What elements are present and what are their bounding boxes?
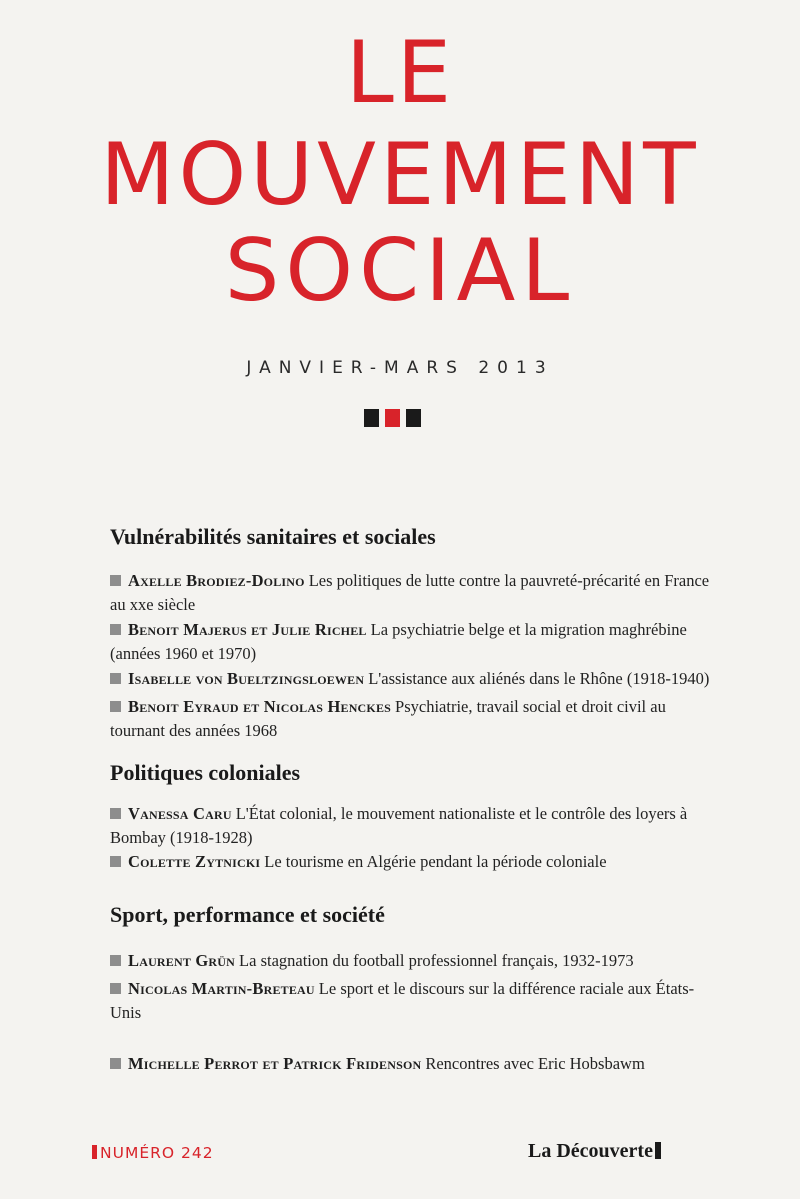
entry-title: Les politiques de lutte contre la pauvreté-précarité en France au xxe siècle xyxy=(110,571,710,614)
square-bullet-icon xyxy=(110,808,121,819)
section-heading-sport: Sport, performance et société xyxy=(110,902,385,927)
entry-author: Vanessa Caru xyxy=(128,804,232,823)
black-bar-icon xyxy=(655,1142,661,1159)
toc-entry xyxy=(110,802,715,850)
issue-number-text: NUMÉRO 242 xyxy=(100,1144,214,1162)
square-bullet-icon xyxy=(110,575,121,586)
toc-entry xyxy=(110,618,715,666)
masthead-line-mouvement: MOUVEMENT xyxy=(100,125,700,225)
entry-author: Laurent Grün xyxy=(128,951,236,970)
masthead-line-le: LE xyxy=(345,23,455,123)
square-dark-right xyxy=(406,409,421,427)
square-bullet-icon xyxy=(110,673,121,684)
entry-title: La psychiatrie belge et la migration maghrébine (années 1960 et 1970) xyxy=(110,620,687,663)
red-bar-icon xyxy=(92,1145,97,1159)
toc-entry xyxy=(110,695,715,743)
toc-entry xyxy=(110,569,715,617)
entry-author: Colette Zytnicki xyxy=(128,852,261,871)
section-heading-vulnerabilites: Vulnérabilités sanitaires et sociales xyxy=(110,524,436,549)
toc-entry xyxy=(110,850,715,874)
square-dark-left xyxy=(364,409,379,427)
square-bullet-icon xyxy=(110,955,121,966)
square-bullet-icon xyxy=(110,1058,121,1069)
toc-entry xyxy=(110,667,715,691)
toc-entry xyxy=(110,949,715,973)
square-bullet-icon xyxy=(110,624,121,635)
decorative-squares xyxy=(364,409,421,427)
issue-number xyxy=(92,1144,214,1162)
entry-author: Isabelle von Bueltzingsloewen xyxy=(128,669,365,688)
entry-title: Psychiatrie, travail social et droit civil au tournant des années 1968 xyxy=(110,697,666,740)
square-bullet-icon xyxy=(110,856,121,867)
square-bullet-icon xyxy=(110,983,121,994)
entry-author: Benoit Eyraud et Nicolas Henckes xyxy=(128,697,392,716)
entry-author: Nicolas Martin-Breteau xyxy=(128,979,315,998)
square-bullet-icon xyxy=(110,701,121,712)
square-red-middle xyxy=(385,409,400,427)
entry-author: Michelle Perrot et Patrick Fridenson xyxy=(128,1054,422,1073)
entry-title: L'assistance aux aliénés dans le Rhône (1918-1940) xyxy=(368,669,710,688)
entry-title: Le sport et le discours sur la différence raciale aux États-Unis xyxy=(110,979,695,1022)
publisher-text: La Découverte xyxy=(528,1140,653,1162)
entry-title: Rencontres avec Eric Hobsbawm xyxy=(425,1054,645,1073)
entry-title: L'État colonial, le mouvement nationaliste et le contrôle des loyers à Bombay (1918-1928) xyxy=(110,804,688,847)
toc-entry-hobsbawm xyxy=(110,1052,715,1076)
entry-title: La stagnation du football professionnel français, 1932-1973 xyxy=(239,951,634,970)
entry-author: Benoit Majerus et Julie Richel xyxy=(128,620,367,639)
entry-title: Le tourisme en Algérie pendant la période coloniale xyxy=(264,852,607,871)
section-heading-politiques-coloniales: Politiques coloniales xyxy=(110,760,301,785)
toc-entry xyxy=(110,977,715,1025)
publisher-name xyxy=(528,1140,661,1163)
entry-author: Axelle Brodiez-Dolino xyxy=(128,571,305,590)
masthead-line-social: SOCIAL xyxy=(224,221,576,321)
issue-date: JANVIER-MARS 2013 xyxy=(246,358,554,378)
